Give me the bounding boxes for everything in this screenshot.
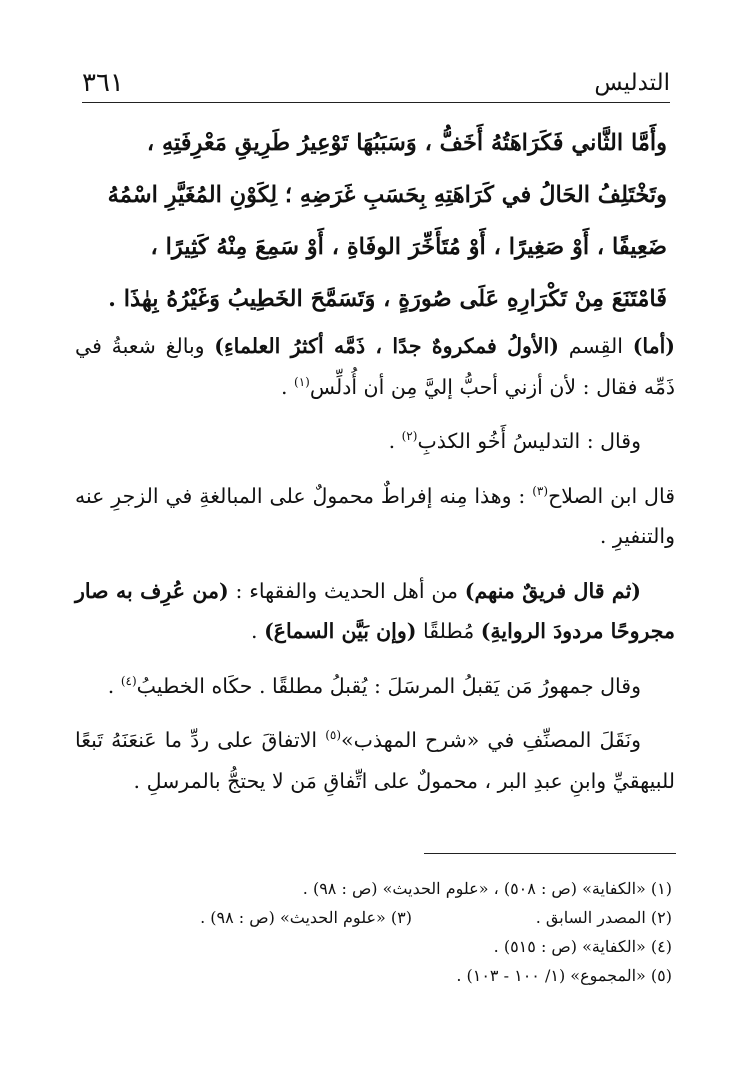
text-run: . — [251, 619, 265, 643]
footnotes — [82, 874, 672, 990]
matn-line: فَامْتَنَعَ مِنْ تَكْرَارِهِ عَلَى صُورَةٍ ، وَتَسَمَّحَ الخَطِيبُ وَغَيْرُهُ بِهٰذَا . — [108, 286, 667, 312]
paragraph-ibn-salah — [75, 476, 675, 557]
bold-phrase: (ثم قال فريقٌ منهم) — [464, 578, 641, 603]
footnote-3: (٣) «علوم الحديث» (ص : ٩٨) . — [200, 908, 412, 927]
paragraph-naql — [75, 720, 675, 801]
text-run: الاتفاقَ على ردِّ ما عَنعَنَهُ تَبعًا للبيهقيِّ وابنِ عبدِ البر ، محمولٌ على اتِّفاقِ مَن لا يحتجُّ بالمرسلِ . — [75, 728, 675, 793]
paragraph-tadlis-kadhib — [75, 421, 675, 462]
text-run: : وهذا مِنه إفراطٌ محمولٌ على المبالغةِ في الزجرِ عنه والتنفيرِ . — [75, 483, 675, 548]
footnote-ref: (٢) — [401, 429, 418, 444]
paragraph-shuba — [75, 326, 675, 407]
matn-line: وتَخْتَلِفُ الحَالُ في كَرَاهَتِهِ بِحَسَبِ غَرَضِهِ ؛ لِكَوْنِ المُغَيَّرِ اسْمُهُ — [107, 182, 667, 208]
matn-line: ضَعِيفًا ، أَوْ صَغِيرًا ، أَوْ مُتَأَخِّرَ الوفَاةِ ، أَوْ سَمِعَ مِنْهُ كَثِيرًا ، — [150, 234, 667, 260]
bold-phrase: (أما) — [632, 334, 676, 358]
footnote-ref: (٥) — [325, 728, 342, 743]
footnote-2: (٢) المصدر السابق . — [535, 908, 672, 927]
text-run: قال ابن الصلاح — [548, 483, 675, 508]
text-run: . — [280, 374, 294, 399]
footnote-1: (١) «الكفاية» (ص : ٥٠٨) ، «علوم الحديث» (ص : ٩٨) . — [302, 879, 672, 898]
text-run: القِسم — [559, 334, 633, 358]
footnote-separator — [424, 853, 676, 854]
matn-line: وأَمَّا الثَّاني فَكَرَاهَتُهُ أَخَفُّ ، وَسَبَبُهَا تَوْعِيرُ طَرِيقِ مَعْرِفَتِهِ ، — [146, 130, 667, 156]
footnote-ref: (١) — [294, 374, 310, 389]
main-text — [75, 118, 675, 815]
text-run: وقال : التدليسُ أَخُو الكذبِ — [417, 429, 641, 453]
footnote-ref: (٤) — [120, 673, 137, 688]
page-number: ٣٦١ — [82, 68, 124, 98]
bold-phrase: (وإن بَيَّن السماعَ) — [264, 619, 417, 643]
paragraph-jumhur — [75, 666, 675, 707]
text-run: . — [107, 673, 121, 698]
paragraph-fariq — [75, 571, 675, 652]
footnote-ref: (٣) — [532, 483, 549, 498]
bold-phrase: (من عُرِف به صار مجروحًا مردودَ الروايةِ) — [75, 578, 675, 643]
bold-phrase: (الأولُ فمكروهٌ جدًا ، ذَمَّه أكثرُ العلماءِ) — [214, 334, 559, 358]
footnote-4: (٤) «الكفاية» (ص : ٥١٥) . — [493, 937, 672, 956]
footnote-row — [82, 903, 672, 932]
footnote-5: (٥) «المجموع» (١/ ١٠٠ - ١٠٣) . — [456, 966, 672, 985]
text-run: من أهل الحديث والفقهاء : — [228, 578, 465, 603]
running-title: التدليس — [594, 70, 670, 96]
text-run: وقال جمهورُ مَن يَقبلُ المرسَلَ : يُقبلُ مطلقًا . حكَاه الخطيبُ — [136, 673, 641, 698]
text-run: . — [388, 429, 402, 453]
text-run: وبالغ شعبةُ في ذَمِّه فقال : لأن أزني أحبُّ إليَّ مِن أن أُدلِّس — [75, 334, 675, 399]
text-run: ونَقَلَ المصنِّفِ في «شرح المهذب» — [341, 728, 641, 752]
text-run: مُطلقًا — [416, 619, 481, 643]
page-header — [82, 62, 670, 103]
